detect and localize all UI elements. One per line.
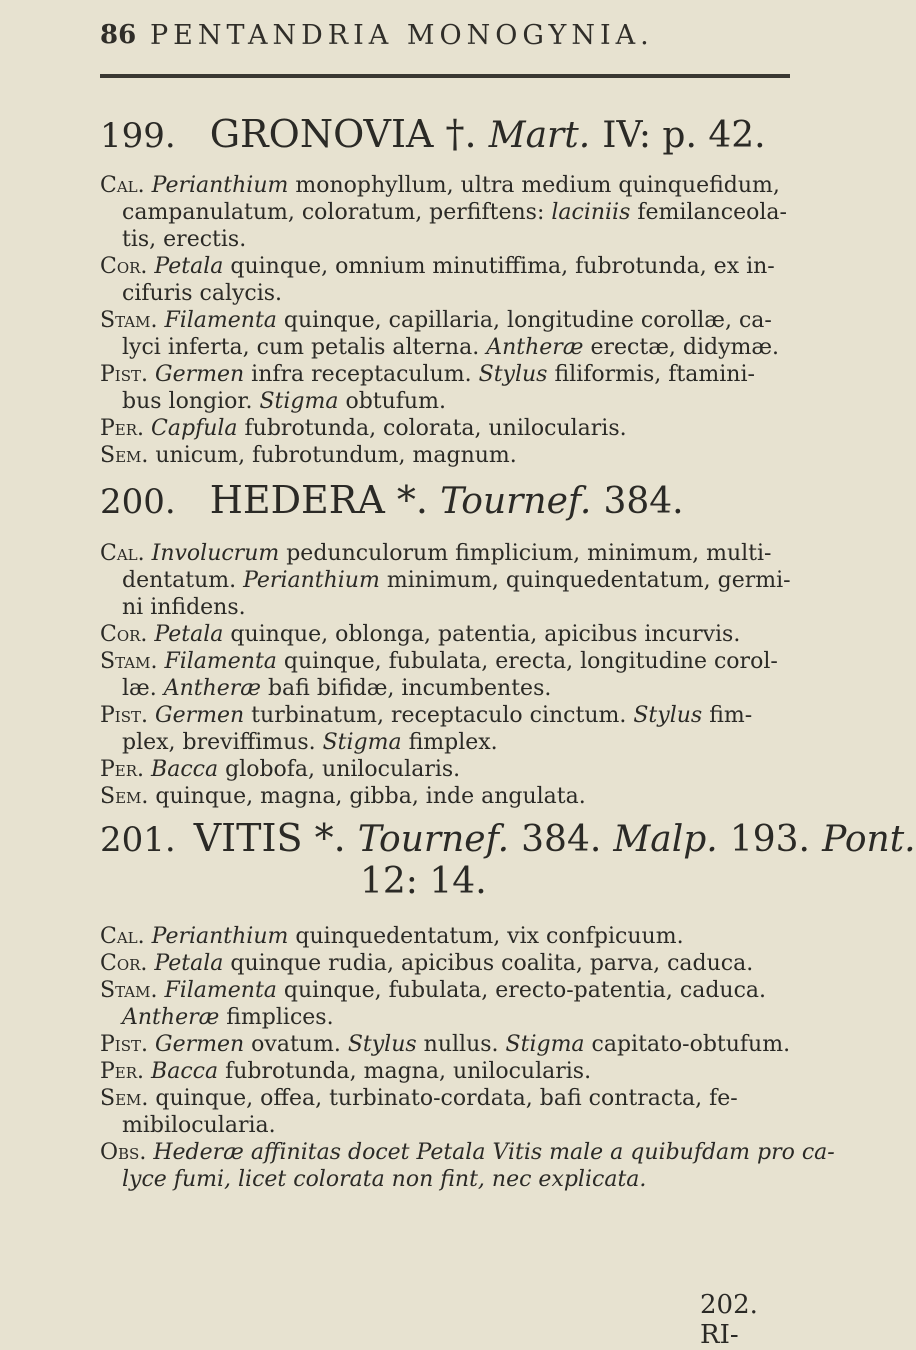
- text: erectæ, didymæ.: [583, 335, 780, 360]
- term: Capfula: [151, 416, 238, 441]
- corolla-line: [100, 280, 790, 307]
- text: monophyllum, ultra medium quinquefidum,: [288, 173, 780, 198]
- calyx-line: [100, 199, 790, 226]
- term: Perianthium: [151, 173, 289, 198]
- corolla-line: [100, 253, 790, 280]
- term: Stylus: [478, 362, 548, 387]
- term: Germen: [155, 1032, 245, 1057]
- genus-reference-detail: 384.: [521, 819, 602, 860]
- pistil-line: [100, 702, 790, 729]
- term: Bacca: [151, 1059, 219, 1084]
- text: ni infidens.: [122, 595, 246, 620]
- pericarp-label: Per.: [100, 757, 145, 782]
- text: turbinatum, receptaculo cinctum.: [244, 703, 634, 728]
- seed-line: [100, 1112, 790, 1139]
- term: Germen: [155, 703, 245, 728]
- genus-reference-detail: 193.: [729, 819, 810, 860]
- term: Filamenta: [164, 308, 277, 333]
- genus-heading-199: [100, 112, 766, 156]
- stamen-line: [100, 977, 790, 1004]
- seed-label: Sem.: [100, 1086, 149, 1111]
- text: fim-: [702, 703, 753, 728]
- text: quinque, oblonga, patentia, apicibus incurvis.: [223, 622, 741, 647]
- pericarp-line: [100, 415, 790, 442]
- text: tis, erectis.: [122, 227, 247, 252]
- calyx-label: Cal.: [100, 173, 145, 198]
- term: Antheræ: [163, 676, 261, 701]
- pistil-line: [100, 1031, 790, 1058]
- term: Antheræ: [486, 335, 584, 360]
- genus-reference: Pont.: [822, 819, 916, 860]
- text: lyce fumi, licet colorata non fint, nec explicata.: [122, 1167, 647, 1192]
- corolla-label: Cor.: [100, 254, 148, 279]
- genus-reference-detail: 384.: [603, 481, 684, 522]
- text: fimplices.: [219, 1005, 334, 1030]
- text: bafi bifidæ, incumbentes.: [260, 676, 552, 701]
- stamen-line: [100, 1004, 790, 1031]
- pericarp-line: [100, 1058, 790, 1085]
- seed-line: [100, 783, 790, 810]
- term: Antheræ: [122, 1005, 220, 1030]
- text: fubrotunda, colorata, unilocularis.: [237, 416, 627, 441]
- text: pedunculorum fimplicium, minimum, multi-: [279, 541, 772, 566]
- genus-name: GRONOVIA †.: [209, 112, 477, 156]
- header-rule: [100, 74, 790, 78]
- genus-reference-detail: 12: 14.: [360, 861, 487, 902]
- term: Perianthium: [243, 568, 380, 593]
- pericarp-line: [100, 756, 790, 783]
- text: unicum, fubrotundum, magnum.: [148, 443, 517, 468]
- calyx-line: [100, 226, 790, 253]
- text: minimum, quinquedentatum, germi-: [379, 568, 791, 593]
- text: quinque, omnium minutiffima, fubrotunda, ex in-: [223, 254, 775, 279]
- text: filiformis, ftamini-: [547, 362, 755, 387]
- stamen-label: Stam.: [100, 978, 158, 1003]
- term: Petala: [154, 951, 224, 976]
- calyx-line: [100, 172, 790, 199]
- seed-label: Sem.: [100, 443, 149, 468]
- genus-number: 200.: [100, 482, 176, 522]
- text: obtufum.: [338, 389, 446, 414]
- genus-name: VITIS *.: [193, 816, 346, 860]
- genus-reference: Malp.: [613, 819, 718, 860]
- text: dentatum.: [122, 568, 244, 593]
- stamen-line: [100, 307, 790, 334]
- text: quinque, fubulata, erecta, longitudine corol-: [276, 649, 778, 674]
- text: campanulatum, coloratum, perfiftens:: [122, 200, 552, 225]
- text: infra receptaculum.: [244, 362, 479, 387]
- corolla-line: [100, 621, 790, 648]
- corolla-line: [100, 950, 790, 977]
- corolla-label: Cor.: [100, 622, 148, 647]
- calyx-line: [100, 567, 790, 594]
- genus-reference: Tournef.: [440, 481, 592, 522]
- term: Petala: [154, 622, 224, 647]
- text: quinquedentatum, vix confpicuum.: [288, 924, 684, 949]
- term: Filamenta: [164, 978, 277, 1003]
- text: ovatum.: [244, 1032, 348, 1057]
- genus-number: 201.: [100, 820, 176, 860]
- calyx-line: [100, 594, 790, 621]
- calyx-line: [100, 540, 790, 567]
- term: laciniis: [551, 200, 631, 225]
- text: læ.: [122, 676, 164, 701]
- term: Germen: [155, 362, 245, 387]
- term: Petala: [154, 254, 224, 279]
- genus-reference-detail: IV: p. 42.: [602, 115, 766, 156]
- catchword: 202. RI-: [700, 1290, 758, 1350]
- pistil-label: Pist.: [100, 362, 149, 387]
- term: Perianthium: [151, 924, 289, 949]
- calyx-label: Cal.: [100, 541, 145, 566]
- text: femilanceola-: [630, 200, 787, 225]
- term: Stigma: [259, 389, 339, 414]
- seed-label: Sem.: [100, 784, 149, 809]
- text: globofa, unilocularis.: [218, 757, 461, 782]
- term: Stigma: [322, 730, 402, 755]
- genus-name: HEDERA *.: [209, 478, 428, 522]
- text: quinque, offea, turbinato-cordata, bafi contracta, fe-: [148, 1086, 738, 1111]
- genus-description-199: [100, 172, 790, 469]
- stamen-line: [100, 334, 790, 361]
- genus-description-201: [100, 923, 835, 1193]
- text: quinque rudia, apicibus coalita, parva, caduca.: [223, 951, 754, 976]
- genus-reference: Mart.: [488, 115, 591, 156]
- stamen-label: Stam.: [100, 649, 158, 674]
- term: Involucrum: [151, 541, 280, 566]
- term: Bacca: [151, 757, 219, 782]
- pistil-label: Pist.: [100, 1032, 149, 1057]
- text: plex, breviffimus.: [122, 730, 323, 755]
- page-number: 86: [100, 20, 137, 50]
- seed-line: [100, 442, 790, 469]
- text: lyci inferta, cum petalis alterna.: [122, 335, 487, 360]
- stamen-line: [100, 675, 790, 702]
- term: Filamenta: [164, 649, 277, 674]
- genus-description-200: [100, 540, 790, 810]
- observation-line: [100, 1139, 835, 1166]
- text: mibilocularia.: [122, 1113, 276, 1138]
- text: Hederæ affinitas docet Petala Vitis male a quibufdam pro ca-: [146, 1140, 835, 1165]
- text: fimplex.: [401, 730, 498, 755]
- observation-line: [100, 1166, 790, 1193]
- stamen-line: [100, 648, 790, 675]
- term: Stylus: [347, 1032, 417, 1057]
- text: nullus.: [416, 1032, 506, 1057]
- pistil-label: Pist.: [100, 703, 149, 728]
- observation-label: Obs.: [100, 1140, 147, 1165]
- stamen-label: Stam.: [100, 308, 158, 333]
- genus-heading-201: [100, 816, 916, 860]
- text: quinque, magna, gibba, inde angulata.: [148, 784, 586, 809]
- term: Stigma: [505, 1032, 585, 1057]
- pistil-line: [100, 361, 790, 388]
- text: quinque, fubulata, erecto-patentia, caduca.: [276, 978, 767, 1003]
- genus-heading-200: [100, 478, 684, 522]
- corolla-label: Cor.: [100, 951, 148, 976]
- pistil-line: [100, 388, 790, 415]
- genus-heading-201-continued: [360, 858, 487, 902]
- pistil-line: [100, 729, 790, 756]
- text: capitato-obtufum.: [584, 1032, 791, 1057]
- calyx-line: [100, 923, 790, 950]
- pericarp-label: Per.: [100, 1059, 145, 1084]
- text: quinque, capillaria, longitudine corollæ, ca-: [276, 308, 772, 333]
- pericarp-label: Per.: [100, 416, 145, 441]
- calyx-label: Cal.: [100, 924, 145, 949]
- term: Stylus: [633, 703, 703, 728]
- text: bus longior.: [122, 389, 260, 414]
- text: cifuris calycis.: [122, 281, 283, 306]
- seed-line: [100, 1085, 790, 1112]
- running-title: PENTANDRIA MONOGYNIA.: [150, 20, 654, 51]
- genus-reference: Tournef.: [357, 819, 510, 860]
- text: fubrotunda, magna, unilocularis.: [218, 1059, 592, 1084]
- genus-number: 199.: [100, 116, 176, 156]
